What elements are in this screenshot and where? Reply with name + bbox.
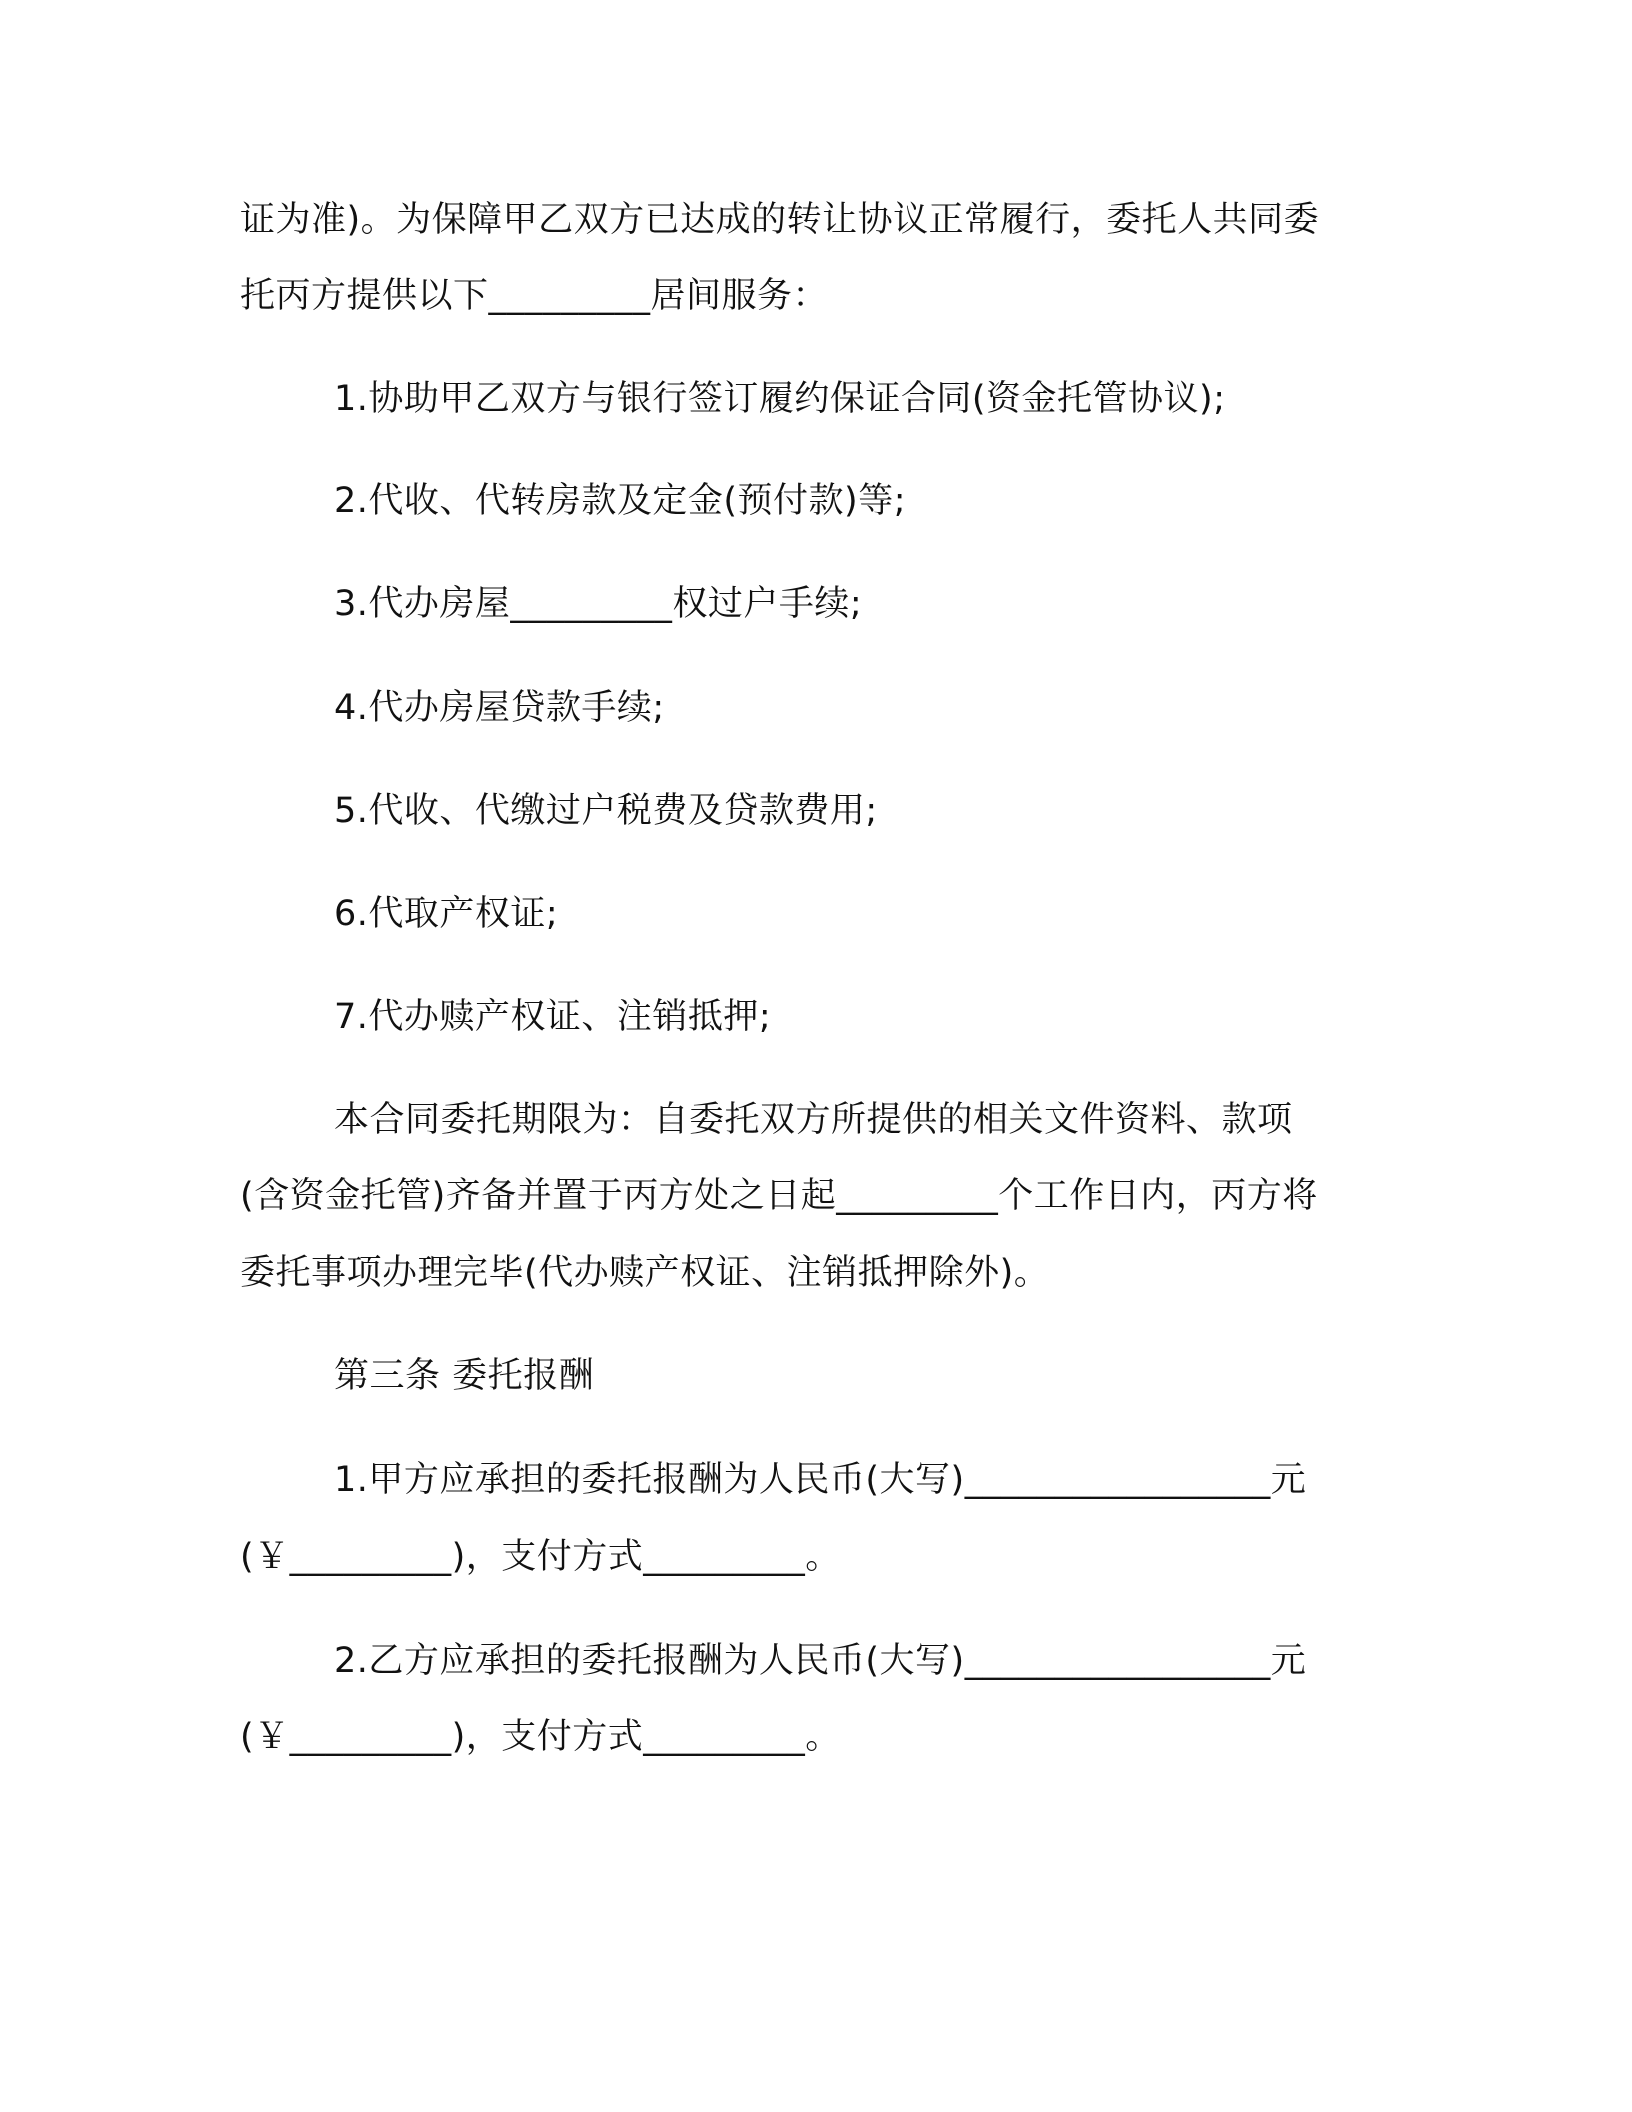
service-item-4: 4.代办房屋贷款手续; bbox=[334, 688, 665, 728]
service-item-6: 6.代取产权证; bbox=[334, 894, 559, 934]
fee-clause-1-line-1: 1.甲方应承担的委托报酬为人民币(大写)_________________元 bbox=[334, 1460, 1307, 1500]
service-item-7: 7.代办赎产权证、注销抵押; bbox=[334, 997, 772, 1037]
service-item-3: 3.代办房屋_________权过户手续; bbox=[334, 584, 863, 624]
fee-clause-2-line-1: 2.乙方应承担的委托报酬为人民币(大写)_________________元 bbox=[334, 1641, 1307, 1681]
term-paragraph-line-1: 本合同委托期限为：自委托双方所提供的相关文件资料、款项 bbox=[334, 1100, 1293, 1140]
section-heading-article-3: 第三条 委托报酬 bbox=[334, 1356, 595, 1396]
fee-clause-1-line-2: (￥_________)，支付方式_________。 bbox=[240, 1537, 841, 1577]
service-item-2: 2.代收、代转房款及定金(预付款)等; bbox=[334, 481, 906, 521]
service-item-1: 1.协助甲乙双方与银行签订履约保证合同(资金托管协议); bbox=[334, 379, 1226, 419]
paragraph-continuation-line-1: 证为准)。为保障甲乙双方已达成的转让协议正常履行，委托人共同委 bbox=[240, 200, 1320, 240]
paragraph-continuation-line-2: 托丙方提供以下_________居间服务： bbox=[240, 276, 829, 316]
fee-clause-2-line-2: (￥_________)，支付方式_________。 bbox=[240, 1717, 841, 1757]
term-paragraph-line-2: (含资金托管)齐备并置于丙方处之日起_________个工作日内，丙方将 bbox=[240, 1176, 1318, 1216]
service-item-5: 5.代收、代缴过户税费及贷款费用; bbox=[334, 791, 878, 831]
term-paragraph-line-3: 委托事项办理完毕(代办赎产权证、注销抵押除外)。 bbox=[240, 1253, 1050, 1293]
